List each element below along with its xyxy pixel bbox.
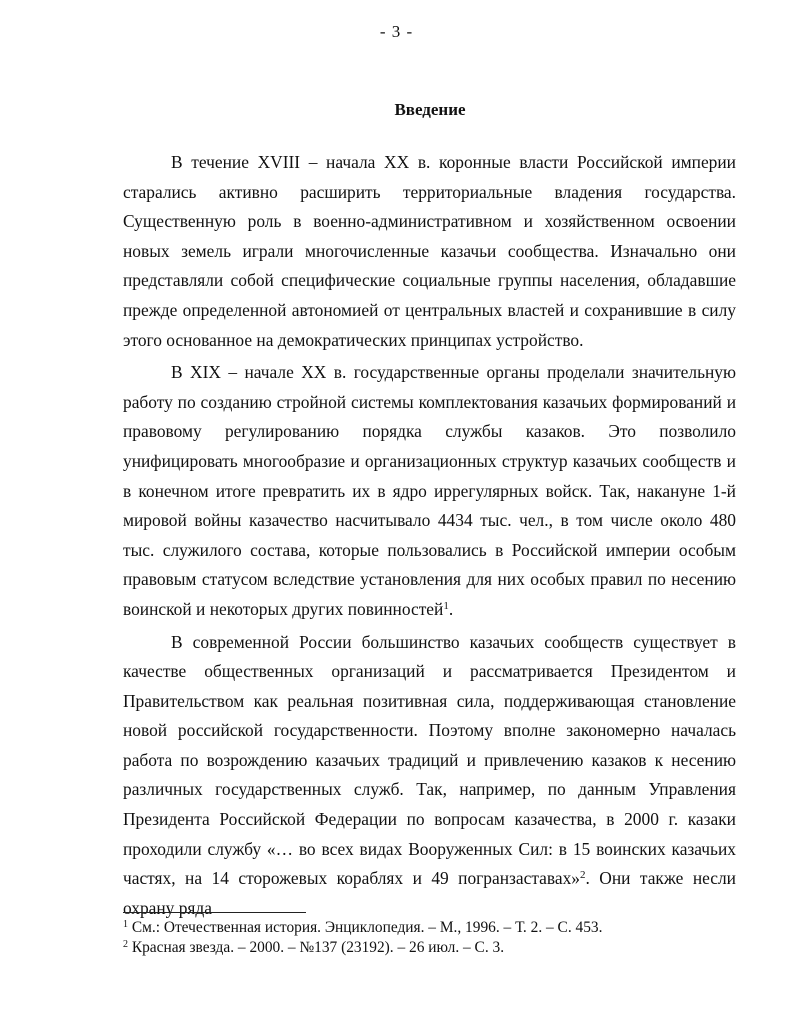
footnote-mark: 1 [123, 919, 128, 930]
footnote-ref-2: 2 [579, 869, 586, 882]
paragraph-2 [123, 358, 736, 624]
section-title: Введение [394, 100, 466, 119]
page-number: - 3 - [379, 22, 414, 41]
footnotes [123, 918, 736, 958]
footnote-1 [123, 918, 736, 938]
footnote-divider [123, 912, 306, 913]
paragraph-3 [123, 628, 736, 924]
paragraph-tail: . [448, 598, 454, 619]
paragraph-tail: . Они также несли охрану ряда [123, 868, 736, 918]
paragraph-text: В течение XVIII – начала XX в. коронные власти Российской империи старались активно расширить территориальные владения государства. Существенную роль в военно-административном и хозяйственном освоении новых земель играли многочисленные казачьи сообщества. Изначально они представляли собой специфические социальные группы населения, обладавшие прежде определенной автономией от центральных властей и сохранившие в силу этого основанное на демократических принципах устройство. [123, 152, 736, 350]
footnote-2 [123, 938, 736, 958]
footnote-mark: 2 [123, 939, 128, 950]
paragraph-text: В современной России большинство казачьих сообществ существует в качестве общественных организаций и рассматривается Президентом и Правительством как реальная позитивная сила, поддерживающая становление новой российской государственности. Поэтому вполне закономерно началась работа по возрождению казачьих традиций и привлечению казаков к несению различных государственных служб. Так, например, по данным Управления Президента Российской Федерации по вопросам казачества, в 2000 г. казаки проходили службу «… во всех видах Вооруженных Сил: в 15 воинских казачьих частях, на 14 сторожевых кораблях и 49 погранзаставах» [123, 631, 736, 889]
paragraph-1 [123, 148, 736, 355]
paragraph-text: В XIX – начале XX в. государственные органы проделали значительную работу по созданию стройной системы комплектования казачьих формирований и правовому регулированию порядка службы казаков. Это позволило унифицировать многообразие и организационных структур казачьих сообществ и в конечном итоге превратить их в ядро иррегулярных войск. Так, накануне 1-й мировой войны казачество насчитывало 4434 тыс. чел., в том числе около 480 тыс. служилого состава, которые пользовались в Российской империи особым правовым статусом вследствие установления для них особых правил по несению воинской и некоторых других повинностей [123, 362, 736, 619]
body-text [123, 148, 736, 923]
footnote-text: Красная звезда. – 2000. – №137 (23192). – 26 июл. – С. 3. [128, 939, 505, 956]
footnote-ref-1: 1 [443, 599, 449, 612]
footnote-text: См.: Отечественная история. Энциклопедия. – М., 1996. – Т. 2. – С. 453. [128, 919, 603, 936]
